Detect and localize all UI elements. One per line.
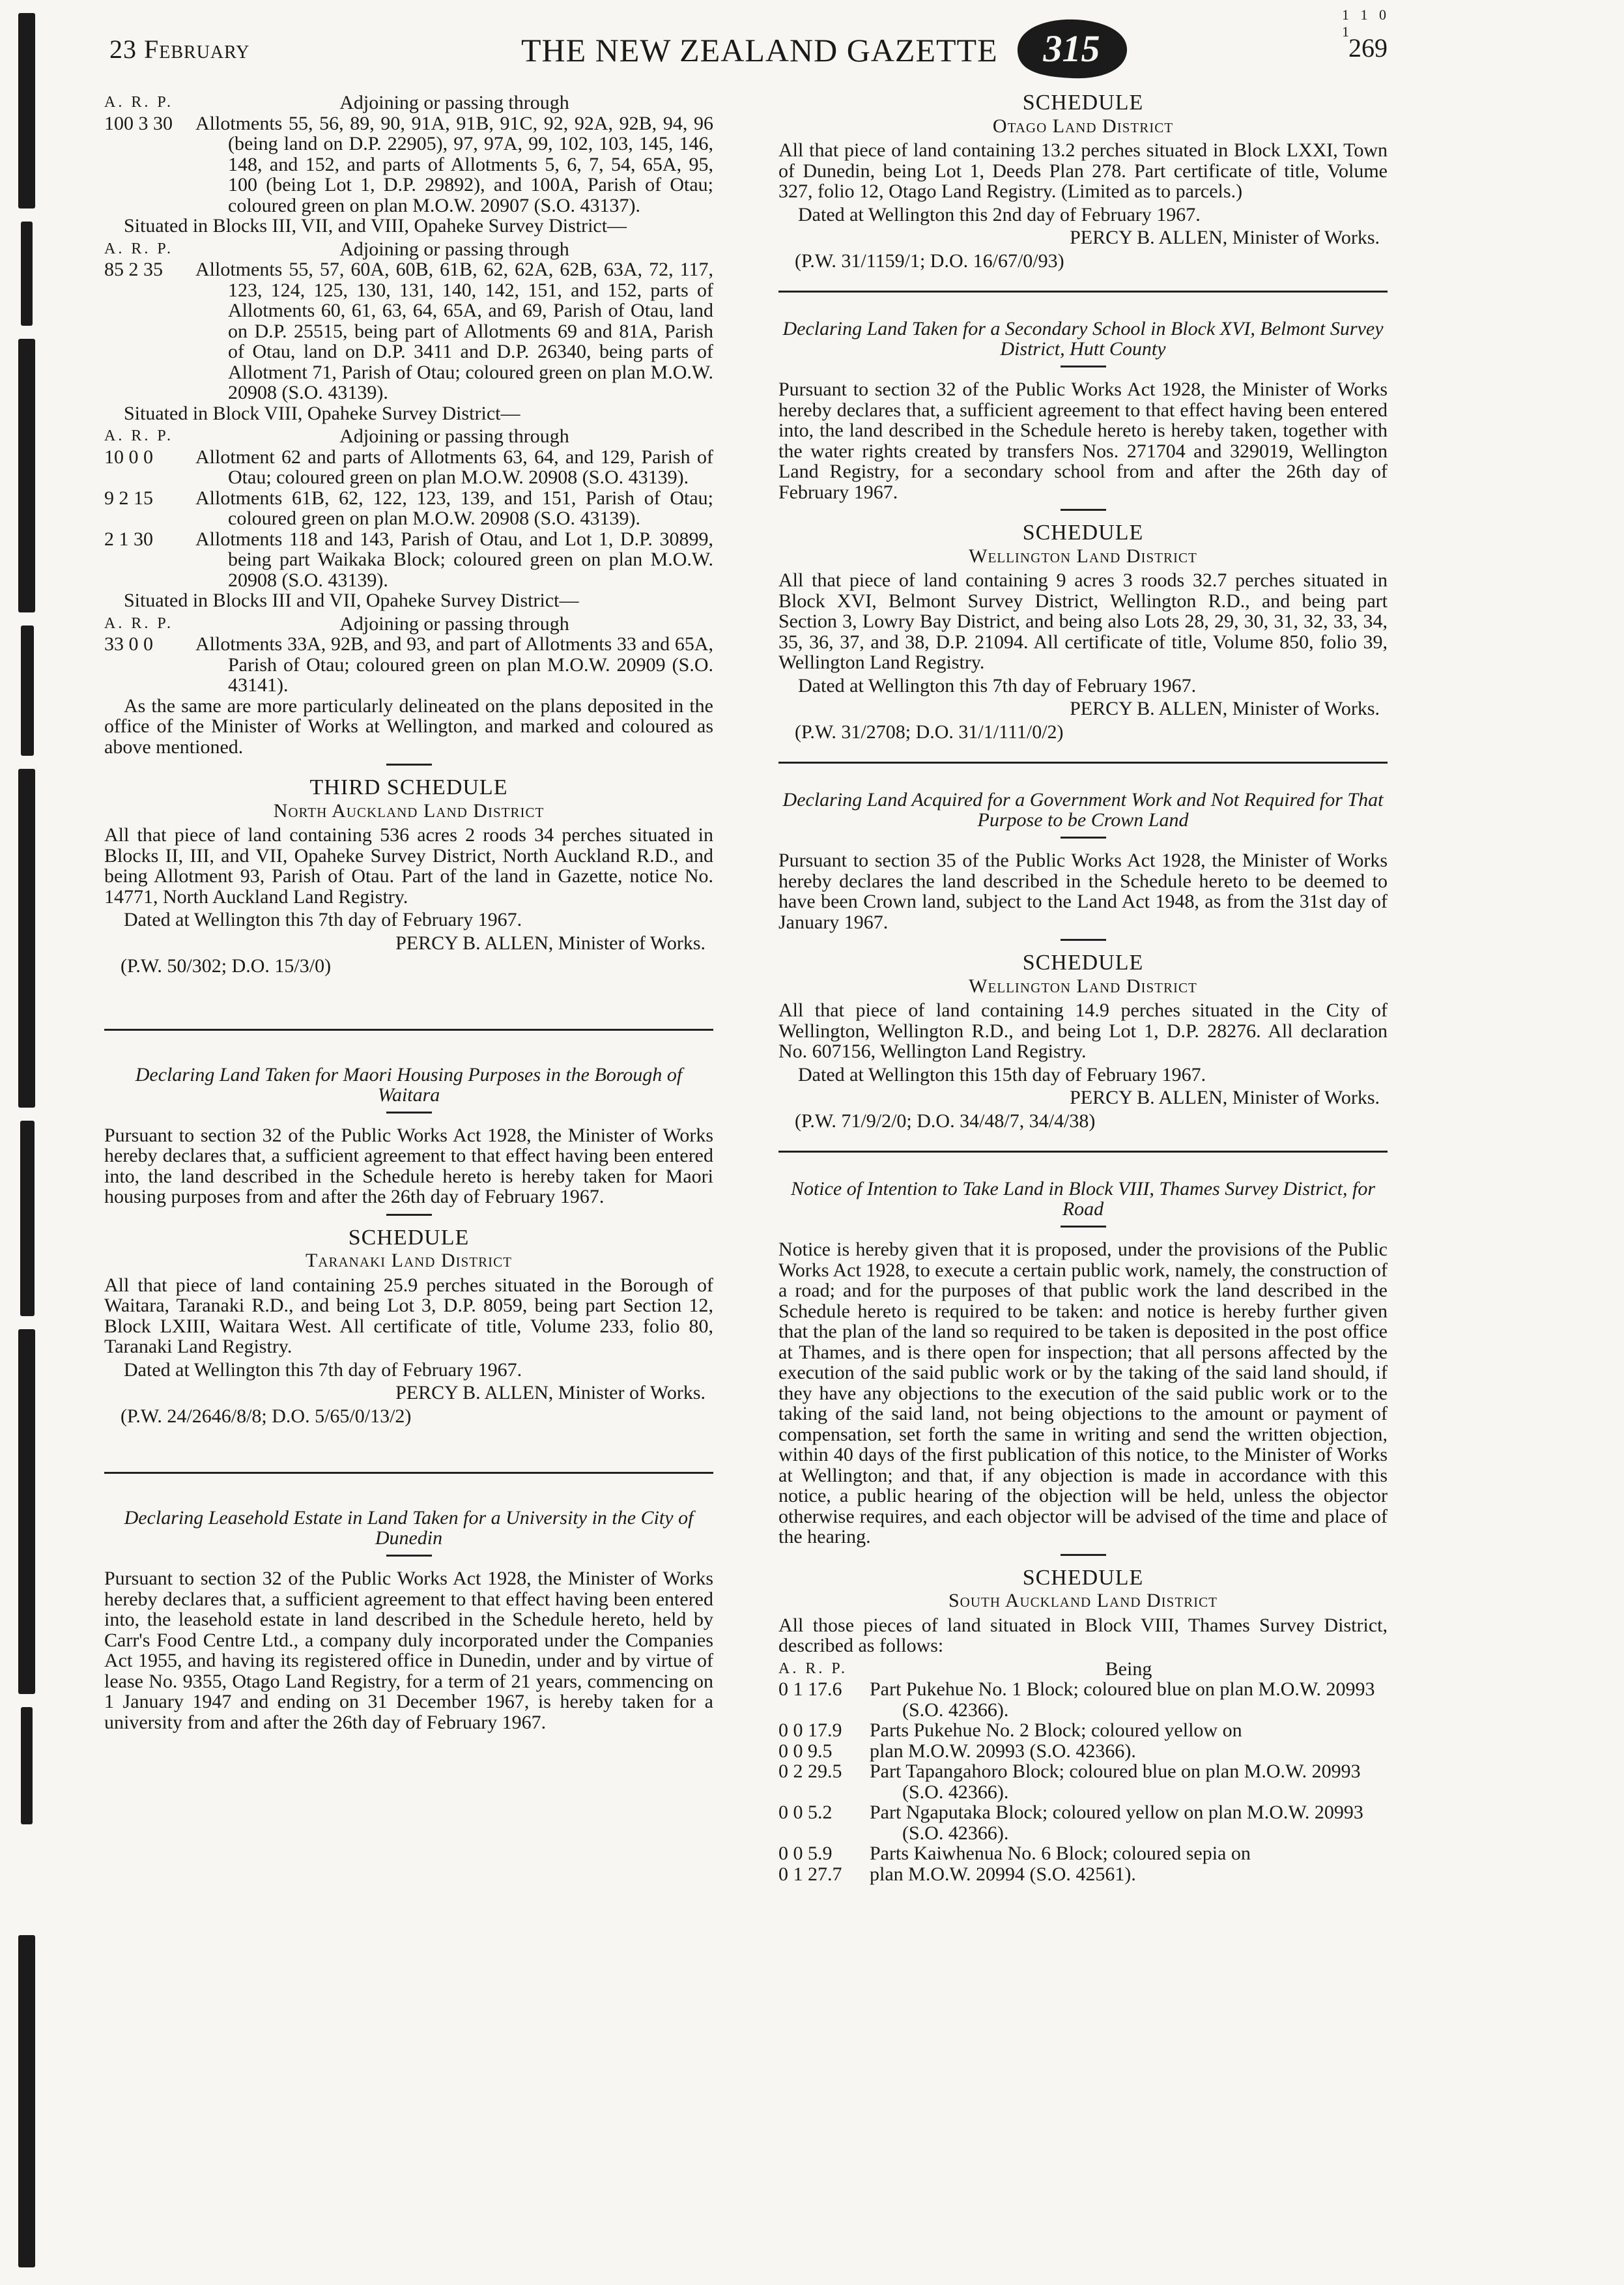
dated-line: Dated at Wellington this 15th day of February 1967. xyxy=(798,1063,1206,1085)
reference: (P.W. 24/2646/8/8; D.O. 5/65/0/13/2) xyxy=(121,1405,412,1427)
section-heading: SCHEDULE xyxy=(1022,521,1144,545)
table-row: 0 0 5.9 Parts Kaiwhenua No. 6 Block; coloured sepia on xyxy=(778,1843,1251,1864)
reference: (P.W. 50/302; D.O. 15/3/0) xyxy=(121,955,332,977)
notice-heading: Declaring Land Taken for Maori Housing Purposes in the Borough of Waitara xyxy=(135,1063,683,1106)
section-heading: SCHEDULE xyxy=(1022,91,1144,115)
dated-line: Dated at Wellington this 7th day of February 1967. xyxy=(124,1358,522,1381)
folio-stamp xyxy=(1010,14,1133,83)
table-header: A. R. P. Adjoining or passing through xyxy=(104,92,569,113)
table-row: 0 0 17.9 Parts Pukehue No. 2 Block; coloured yellow on xyxy=(778,1719,1242,1741)
table-row: 0 2 29.5 Part Tapangahoro Block; coloured blue on plan M.O.W. 20993 (S.O. 42366). xyxy=(778,1760,1361,1803)
table-row: 0 0 5.2 Part Ngaputaka Block; coloured yellow on plan M.O.W. 20993 (S.O. 42366). xyxy=(778,1802,1363,1844)
table-header: A. R. P. Adjoining or passing through xyxy=(104,238,569,260)
section-divider xyxy=(778,291,1388,293)
short-divider xyxy=(386,1214,432,1216)
short-divider xyxy=(1061,1226,1106,1228)
issue-date: 23 February xyxy=(109,35,250,64)
dated-line: Dated at Wellington this 2nd day of February 1967. xyxy=(798,203,1201,225)
land-district: Otago Land District xyxy=(992,115,1174,137)
dated-line: Dated at Wellington this 7th day of February 1967. xyxy=(798,674,1197,697)
situated-line: Situated in Block VIII, Opaheke Survey District— xyxy=(124,402,520,424)
section-heading: SCHEDULE xyxy=(348,1225,470,1250)
list-item: 9 2 15 Allotments 61B, 62, 122, 123, 139, and 151, Parish of Otau; coloured green on plan M.O.W. 20908 (S.O. 43139). xyxy=(104,487,713,529)
schedule-text: All that piece of land containing 25.9 perches situated in the Borough of Waitara, Taranaki R.D., and being Lot 3, D.P. 8059, being part Section 12, Block LXIII, Waitara West. All certificate of title, Volume 233, folio 80, Taranaki Land Registry. xyxy=(104,1274,713,1357)
land-district: South Auckland Land District xyxy=(948,1590,1218,1611)
short-divider xyxy=(1061,509,1106,511)
notice-body: Notice is hereby given that it is proposed, under the provisions of the Public Works Act 1928, to execute a certain public work, namely, the construction of a road; and for the purposes of that public work the land described in the Schedule hereto is required to be taken: and notice is hereby further given that the plan of the land so required to be taken is deposited in the post office at Thames, and is there open for inspection; that all persons affected by the execution of the said public work or by the taking of the said land should, if they have any objections to the execution of the said public work or to the taking of the said land, not being objections to the amount or payment of compensation, set forth the same in writing and send the written objection, within 40 days of the first publication of this notice, to the Minister of Works at Wellington; and that, if any objection is made in accordance with this notice, a public hearing of the objection will be held, unless the objector otherwise requires, and each objector will be advised of the time and place of the hearing. xyxy=(778,1239,1388,1547)
notice-heading: Notice of Intention to Take Land in Block VIII, Thames Survey District, for Road xyxy=(790,1178,1376,1220)
short-divider xyxy=(386,1112,432,1114)
signature: PERCY B. ALLEN, Minister of Works. xyxy=(395,1382,705,1403)
stamp-number: 315 xyxy=(1043,27,1100,70)
closing-paragraph: As the same are more particularly delineated on the plans deposited in the office of the Minister of Works at Wellington, and marked and coloured as above mentioned. xyxy=(104,695,713,758)
land-district: Wellington Land District xyxy=(969,975,1197,997)
signature: PERCY B. ALLEN, Minister of Works. xyxy=(1070,698,1380,719)
short-divider xyxy=(386,1555,432,1557)
section-divider xyxy=(104,1472,713,1474)
binding-edge xyxy=(18,13,35,2267)
list-item: 2 1 30 Allotments 118 and 143, Parish of Otau, and Lot 1, D.P. 30899, being part Waikaka Block; coloured green on plan M.O.W. 20908 (S.O. 43139). xyxy=(104,528,713,591)
schedule-text: All that piece of land containing 9 acres 3 roods 32.7 perches situated in Block XVI, Belmont Survey District, Wellington R.D., and being part Section 3, Lowry Bay District, and being also Lots 28, 29, 30, 31, 32, 33, 34, 35, 36, 37, and 38, D.P. 21094. All certificate of title, Volume 850, folio 39, Wellington Land Registry. xyxy=(778,569,1388,673)
signature: PERCY B. ALLEN, Minister of Works. xyxy=(1070,227,1380,248)
short-divider xyxy=(1061,1554,1106,1556)
notice-heading: Declaring Land Taken for a Secondary School in Block XVI, Belmont Survey District, Hutt County xyxy=(782,318,1384,360)
table-header: A. R. P. Adjoining or passing through xyxy=(104,612,569,635)
list-item: 100 3 30 Allotments 55, 56, 89, 90, 91A, 91B, 91C, 92, 92A, 92B, 94, 96 (being land on D.P. 22905), 97, 97A, 99, 102, 103, 145, 146, 148, and 152, and parts of Allotments 5, 6, 7, 54, 65A, 95, 100 (being Lot 1, D.P. 29892), and 100A, Parish of Otau; coloured green on plan M.O.W. 20907 (S.O. 43137). xyxy=(104,112,713,216)
section-heading: SCHEDULE xyxy=(1022,1565,1144,1590)
situated-line: Situated in Blocks III and VII, Opaheke Survey District— xyxy=(124,590,579,611)
notice-body: Pursuant to section 35 of the Public Works Act 1928, the Minister of Works hereby declares the land described in the Schedule hereto to be deemed to have been Crown land, subject to the Land Act 1948, as from the 31st day of January 1967. xyxy=(778,850,1388,933)
section-divider xyxy=(778,762,1388,764)
reference: (P.W. 71/9/2/0; D.O. 34/48/7, 34/4/38) xyxy=(795,1110,1096,1132)
short-divider xyxy=(1061,939,1106,941)
section-heading: THIRD SCHEDULE xyxy=(309,775,508,799)
short-divider xyxy=(1061,366,1106,367)
table-header: A. R. P. Adjoining or passing through xyxy=(104,425,569,447)
right-column xyxy=(778,93,1388,1884)
section-divider xyxy=(104,1029,713,1031)
schedule-text: All that piece of land containing 536 acres 2 roods 34 perches situated in Blocks II, III, and VII, Opaheke Survey District, North Auckland R.D., and being Allotment 93, Parish of Otau. Part of the land in Gazette, notice No. 14771, North Auckland Land Registry. xyxy=(104,824,713,908)
table-row: 0 1 27.7 plan M.O.W. 20994 (S.O. 42561). xyxy=(778,1863,1136,1885)
notice-body: Pursuant to section 32 of the Public Works Act 1928, the Minister of Works hereby declares that, a sufficient agreement to that effect having been entered into, the land described in the Schedule hereto is hereby taken, together with the water rights created by transfers Nos. 271704 and 329019, Wellington Land Registry, for a secondary school from and after the 26th day of February 1967. xyxy=(778,379,1388,503)
list-item: 10 0 0 Allotment 62 and parts of Allotments 63, 64, and 129, Parish of Otau; coloured green on plan M.O.W. 20908 (S.O. 43139). xyxy=(104,446,713,488)
table-header: A. R. P. Being xyxy=(778,1658,1152,1680)
gazette-title: THE NEW ZEALAND GAZETTE xyxy=(521,32,998,68)
section-heading: SCHEDULE xyxy=(1022,951,1144,975)
notice-body: Pursuant to section 32 of the Public Works Act 1928, the Minister of Works hereby declares that, a sufficient agreement to that effect having been entered into, the leasehold estate in land described in the Schedule hereto, held by Carr's Food Centre Ltd., a company duly incorporated under the Companies Act 1955, and having its registered office in Dunedin, under and by virtue of lease No. 9355, Otago Land Registry, for a term of 21 years, commencing on 1 January 1947 and ending on 31 December 1967, is hereby taken for a university from and after the 26th day of February 1967. xyxy=(104,1568,713,1733)
schedule-text: All that piece of land containing 14.9 perches situated in the City of Wellington, Wellington R.D., and being Lot 1, D.P. 28276. All declaration No. 607156, Wellington Land Registry. xyxy=(778,999,1388,1062)
land-district: North Auckland Land District xyxy=(273,799,545,822)
section-divider xyxy=(778,1151,1388,1153)
reference: (P.W. 31/2708; D.O. 31/1/111/0/2) xyxy=(795,721,1064,743)
corner-mark: 1 1 0 1 xyxy=(1342,7,1390,40)
signature: PERCY B. ALLEN, Minister of Works. xyxy=(1070,1087,1380,1108)
left-column xyxy=(104,93,713,1735)
notice-body: Pursuant to section 32 of the Public Works Act 1928, the Minister of Works hereby declares that, a sufficient agreement to that effect having been entered into, the land described in the Schedule hereto is hereby taken for Maori housing purposes from and after the 26th day of February 1967. xyxy=(104,1124,713,1207)
situated-line: Situated in Blocks III, VII, and VIII, Opaheke Survey District— xyxy=(124,215,627,237)
land-district: Taranaki Land District xyxy=(306,1250,512,1271)
schedule-text: All that piece of land containing 13.2 perches situated in Block LXXI, Town of Dunedin, being Lot 1, Deeds Plan 278. Part certificate of title, Volume 327, folio 12, Otago Land Registry. (Limited as to parcels.) xyxy=(778,139,1388,202)
short-divider xyxy=(386,764,432,766)
schedule-text: All those pieces of land situated in Block VIII, Thames Survey District, described as follows: xyxy=(778,1614,1388,1656)
page-number: 269 xyxy=(1348,33,1388,63)
reference: (P.W. 31/1159/1; D.O. 16/67/0/93) xyxy=(795,250,1064,272)
notice-heading: Declaring Land Acquired for a Government Work and Not Required for That Purpose to be Crown Land xyxy=(782,789,1384,831)
table-row: 0 0 9.5 plan M.O.W. 20993 (S.O. 42366). xyxy=(778,1740,1136,1762)
land-district: Wellington Land District xyxy=(969,545,1197,567)
notice-heading: Declaring Leasehold Estate in Land Taken for a University in the City of Dunedin xyxy=(124,1507,694,1549)
list-item: 33 0 0 Allotments 33A, 92B, and 93, and part of Allotments 33 and 65A, Parish of Otau; coloured green on plan M.O.W. 20909 (S.O. 43141). xyxy=(104,633,713,696)
list-item: 85 2 35 Allotments 55, 57, 60A, 60B, 61B, 62, 62A, 62B, 63A, 72, 117, 123, 124, 125, 130, 131, 140, 142, 151, and 152, parts of Allotments 60, 61, 63, 64, 65A, and 69, Parish of Otau, land on D.P. 25515, being part of Allotments 69 and 81A, Parish of Otau, land on D.P. 3411 and D.P. 26340, being parts of Allotment 71, Parish of Otau; coloured green on plan M.O.W. 20908 (S.O. 43139). xyxy=(104,259,713,403)
dated-line: Dated at Wellington this 7th day of February 1967. xyxy=(124,909,522,930)
signature: PERCY B. ALLEN, Minister of Works. xyxy=(395,932,705,954)
page-header xyxy=(104,7,1407,72)
table-row: 0 1 17.6 Part Pukehue No. 1 Block; coloured blue on plan M.O.W. 20993 (S.O. 42366). xyxy=(778,1678,1375,1721)
short-divider xyxy=(1061,837,1106,839)
